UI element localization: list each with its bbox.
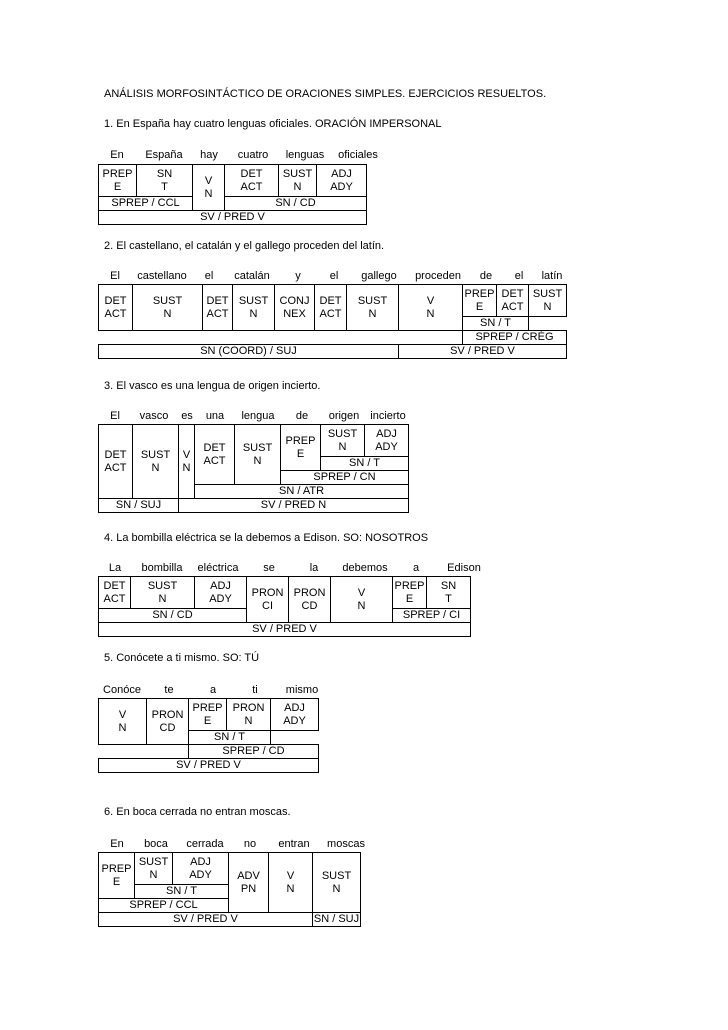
- exercise-3-words: [98, 410, 408, 423]
- exercise-1-words: [98, 149, 386, 162]
- sv-pred-cell: SV / PRED V: [399, 345, 567, 359]
- pron-cell: PRON N: [227, 699, 271, 731]
- det-cell: DET ACT: [203, 285, 233, 331]
- det-cell: DET ACT: [99, 285, 133, 331]
- sprep-ci-cell: SPREP / CI: [393, 609, 471, 623]
- sust-cell: SUST N: [347, 285, 399, 331]
- document-title: ANÁLISIS MORFOSINTÁCTICO DE ORACIONES SIMPLES. EJERCICIOS RESUELTOS.: [104, 88, 547, 100]
- word: lengua: [241, 410, 275, 422]
- word: se: [263, 562, 275, 574]
- prep-cell: PREP E: [393, 577, 427, 609]
- word: El: [110, 270, 120, 282]
- exercise-6-words: [98, 838, 370, 851]
- word: cuatro: [237, 149, 269, 161]
- word: hay: [200, 149, 218, 161]
- sv-pred-cell: SV / PRED N: [179, 499, 409, 513]
- sn-t-cell: SN / T: [321, 457, 409, 471]
- det-cell: DET ACT: [195, 425, 235, 485]
- verb-cell: V N: [193, 165, 225, 211]
- sn-t-cell: SN / T: [135, 885, 229, 899]
- word: España: [145, 149, 183, 161]
- sn-cd-cell: SN / CD: [225, 197, 367, 211]
- word: de: [295, 410, 309, 422]
- prep-cell: PREP E: [281, 425, 321, 471]
- exercise-2-analysis-table: [98, 284, 567, 359]
- adj-cell: ADJ ADY: [271, 699, 319, 731]
- word: vasco: [139, 410, 169, 422]
- word: La: [108, 562, 122, 574]
- word: castellano: [137, 270, 187, 282]
- exercise-4-words: [98, 562, 492, 575]
- verb-cell: V N: [269, 853, 313, 913]
- sv-pred-cell: SV / PRED V: [99, 913, 313, 927]
- sn-atr-cell: SN / ATR: [195, 485, 409, 499]
- word: moscas: [327, 838, 365, 850]
- adj-cell: ADJ ADY: [173, 853, 229, 885]
- word: es: [181, 410, 193, 422]
- sn-cell: SN T: [137, 165, 193, 197]
- word: lenguas: [285, 149, 325, 161]
- adv-cell: ADV PN: [229, 853, 269, 913]
- word: la: [309, 562, 319, 574]
- word: ti: [252, 684, 258, 696]
- word: mismo: [285, 684, 319, 696]
- pron-cd-cell: PRON CD: [147, 699, 189, 745]
- exercise-6-analysis-table: [98, 852, 361, 927]
- exercise-3-analysis-table: [98, 424, 409, 513]
- sn-coord-suj-cell: SN (COORD) / SUJ: [99, 345, 399, 359]
- word: En: [110, 838, 124, 850]
- word: oficiales: [338, 149, 378, 161]
- exercise-5-words: [98, 684, 328, 697]
- sust-cell: SUST N: [313, 853, 361, 913]
- word: Edison: [447, 562, 481, 574]
- word: cerrada: [186, 838, 224, 850]
- sv-pred-cell: SV / PRED V: [99, 211, 367, 225]
- word: En: [110, 149, 124, 161]
- word: bombilla: [141, 562, 183, 574]
- sn-suj-cell: SN / SUJ: [313, 913, 360, 925]
- verb-cell: V N: [399, 285, 463, 331]
- sprep-creg-cell: SPREP / CRÉG: [463, 331, 567, 345]
- sust-cell: SUST N: [133, 285, 203, 331]
- sprep-ccl-cell: SPREP / CCL: [99, 197, 193, 211]
- word: catalán: [234, 270, 270, 282]
- word: de: [479, 270, 493, 282]
- word: el: [514, 270, 524, 282]
- exercise-3-heading: 3. El vasco es una lengua de origen incierto.: [104, 380, 321, 392]
- det-cell: DET ACT: [99, 425, 133, 499]
- sn-cd-cell: SN / CD: [99, 609, 247, 623]
- sust-cell: SUST N: [529, 285, 567, 317]
- word: boca: [144, 838, 168, 850]
- sprep-cn-cell: SPREP / CN: [281, 471, 409, 485]
- word: incierto: [370, 410, 406, 422]
- sn-suj-cell: SN / SUJ: [99, 499, 179, 513]
- adj-cell: ADJ ADY: [317, 165, 367, 197]
- word: proceden: [415, 270, 461, 282]
- word: no: [243, 838, 257, 850]
- sn-cell: SN T: [427, 577, 471, 609]
- adj-cell: ADJ ADY: [365, 425, 409, 457]
- word: Conóce: [103, 684, 141, 696]
- exercise-2-heading: 2. El castellano, el catalán y el gallego proceden del latín.: [104, 240, 385, 252]
- prep-cell: PREP E: [463, 285, 497, 317]
- sn-t-cell: SN / T: [189, 731, 271, 745]
- word: te: [164, 684, 174, 696]
- sust-cell: SUST N: [133, 425, 179, 499]
- sust-cell: SUST N: [235, 425, 281, 485]
- det-cell: DET ACT: [99, 577, 131, 609]
- sn-t-cell: SN / T: [463, 317, 529, 331]
- word: debemos: [342, 562, 388, 574]
- word: El: [110, 410, 120, 422]
- adj-cell: ADJ ADY: [195, 577, 247, 609]
- word: el: [204, 270, 214, 282]
- det-cell: DET ACT: [225, 165, 279, 197]
- sust-cell: SUST N: [321, 425, 365, 457]
- pron-cd-cell: PRON CD: [289, 577, 331, 623]
- sust-cell: SUST N: [233, 285, 275, 331]
- word: a: [209, 684, 217, 696]
- exercise-5-heading: 5. Conócete a ti mismo. SO: TÚ: [104, 652, 260, 664]
- prep-cell: PREP E: [189, 699, 227, 731]
- word: eléctrica: [197, 562, 239, 574]
- sust-cell: SUST N: [131, 577, 195, 609]
- exercise-1-analysis-table: [98, 164, 367, 225]
- sust-cell: SUST N: [279, 165, 317, 197]
- word: entran: [278, 838, 310, 850]
- word: origen: [328, 410, 360, 422]
- verb-cell: V N: [179, 425, 195, 499]
- word: y: [295, 270, 301, 282]
- sust-cell: SUST N: [135, 853, 173, 885]
- det-cell: DET ACT: [497, 285, 529, 317]
- exercise-4-analysis-table: [98, 576, 471, 637]
- prep-cell: PREP E: [99, 853, 135, 899]
- pron-ci-cell: PRON CI: [247, 577, 289, 623]
- exercise-6-heading: 6. En boca cerrada no entran moscas.: [104, 806, 291, 818]
- exercise-1-heading: 1. En España hay cuatro lenguas oficiales. ORACIÓN IMPERSONAL: [104, 118, 442, 130]
- verb-cell: V N: [331, 577, 393, 623]
- exercise-4-heading: 4. La bombilla eléctrica se la debemos a Edison. SO: NOSOTROS: [104, 532, 429, 544]
- det-cell: DET ACT: [315, 285, 347, 331]
- sprep-ccl-cell: SPREP / CCL: [99, 899, 229, 913]
- prep-cell: PREP E: [99, 165, 137, 197]
- conj-cell: CONJ NEX: [275, 285, 315, 331]
- exercise-5-analysis-table: [98, 698, 319, 773]
- verb-cell: V N: [99, 699, 147, 745]
- word: latín: [541, 270, 563, 282]
- word: el: [329, 270, 339, 282]
- sv-pred-cell: SV / PRED V: [99, 623, 471, 637]
- sprep-cd-cell: SPREP / CD: [189, 745, 319, 759]
- exercise-2-words: [98, 270, 570, 283]
- word: a: [412, 562, 420, 574]
- word: una: [205, 410, 225, 422]
- sv-pred-cell: SV / PRED V: [99, 759, 319, 773]
- word: gallego: [361, 270, 397, 282]
